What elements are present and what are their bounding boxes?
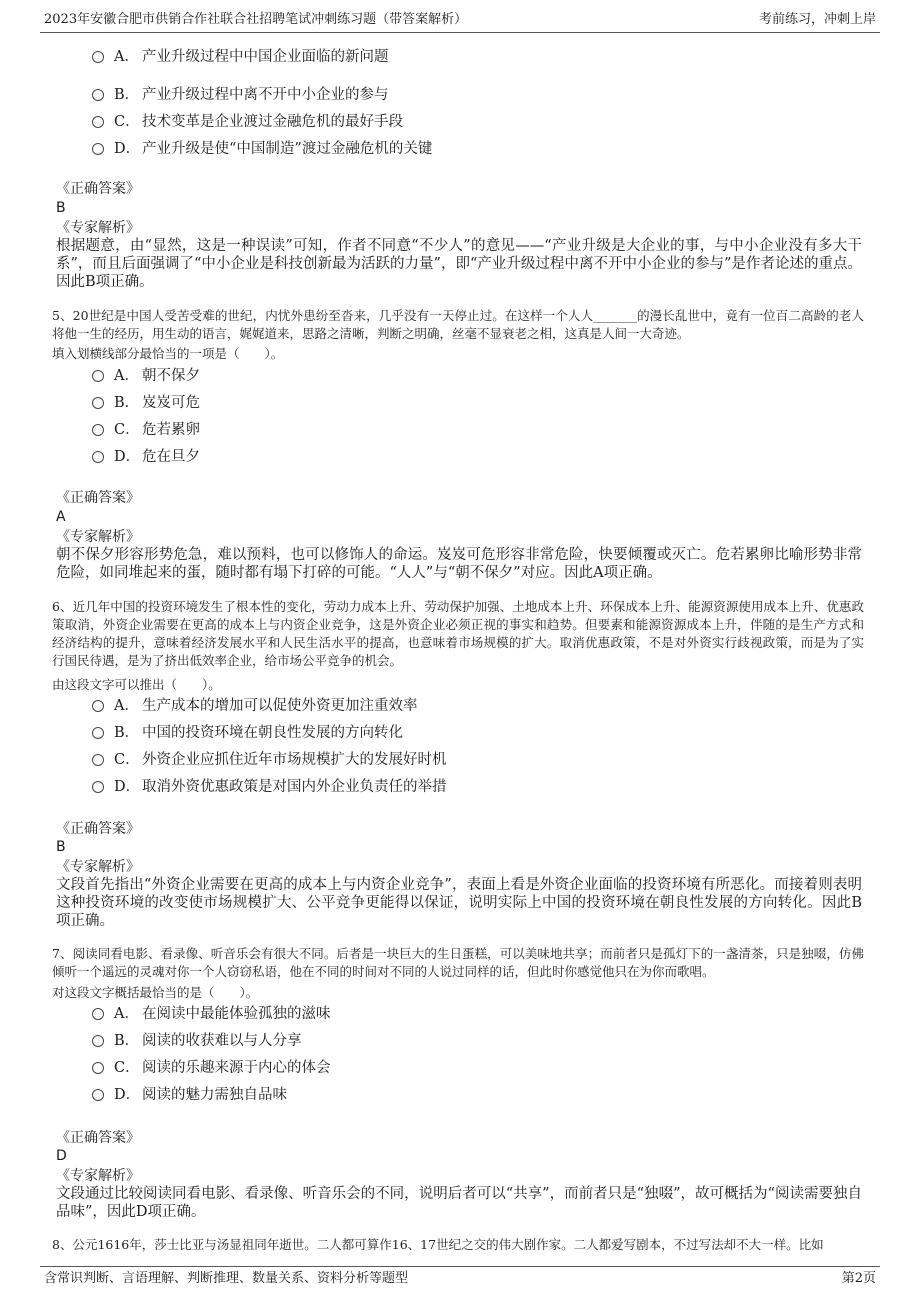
radio-icon[interactable] (92, 424, 104, 436)
option-q7-c[interactable]: C． 阅读的乐趣来源于内心的体会 (92, 1057, 331, 1079)
question-stem: 5、20世纪是中国人受苦受难的世纪，内忧外患纷至沓来，几乎没有一天停止过。在这样一个人人_______的漫长乱世中，竟有一位百二高龄的老人将他一生的经历，用生动的语言，娓娓道来，思路之清晰，判断之明确，丝毫不显衰老之相，这真是人间一大奇迹。 (52, 308, 864, 341)
radio-icon[interactable] (92, 116, 104, 128)
radio-icon[interactable] (92, 51, 104, 63)
radio-icon[interactable] (92, 727, 104, 739)
radio-icon[interactable] (92, 1008, 104, 1020)
answer-value: B (56, 839, 66, 855)
radio-icon[interactable] (92, 89, 104, 101)
radio-icon[interactable] (92, 781, 104, 793)
footer-topics: 含常识判断、言语理解、判断推理、数量关系、资料分析等题型 (44, 1271, 409, 1286)
option-q7-b[interactable]: B． 阅读的收获难以与人分享 (92, 1030, 302, 1052)
option-q5-c[interactable]: C． 危若累卵 (92, 419, 200, 441)
radio-icon[interactable] (92, 1089, 104, 1101)
radio-icon[interactable] (92, 397, 104, 409)
option-q6-b[interactable]: B． 中国的投资环境在朝良性发展的方向转化 (92, 722, 403, 744)
page-footer (40, 1266, 880, 1291)
question-prompt: 填入划横线部分最恰当的一项是（ ）。 (52, 346, 284, 361)
option-q4-d[interactable]: D． 产业升级是使“中国制造”渡过金融危机的关键 (92, 138, 432, 160)
radio-icon[interactable] (92, 370, 104, 382)
radio-icon[interactable] (92, 451, 104, 463)
analysis-label: 《专家解析》 (56, 1168, 140, 1184)
answer-label: 《正确答案》 (56, 821, 140, 837)
radio-icon[interactable] (92, 143, 104, 155)
analysis-label: 《专家解析》 (56, 859, 140, 875)
option-q6-c[interactable]: C． 外资企业应抓住近年市场规模扩大的发展好时机 (92, 749, 447, 771)
answer-value: A (56, 509, 66, 525)
document-title: 2023年安徽合肥市供销合作社联合社招聘笔试冲刺练习题（带答案解析） (44, 12, 468, 27)
radio-icon[interactable] (92, 700, 104, 712)
answer-label: 《正确答案》 (56, 490, 140, 506)
radio-icon[interactable] (92, 1062, 104, 1074)
option-q5-d[interactable]: D． 危在旦夕 (92, 446, 200, 468)
option-q4-c[interactable]: C． 技术变革是企业渡过金融危机的最好手段 (92, 111, 403, 133)
radio-icon[interactable] (92, 1035, 104, 1047)
page-number: 第2页 (841, 1271, 876, 1286)
analysis-label: 《专家解析》 (56, 220, 140, 236)
analysis-text: 文段通过比较阅读同看电影、看录像、听音乐会的不同，说明后者可以“共享”，而前者只是“独啜”，故可概括为“阅读需要独自品味”，因此D项正确。 (56, 1186, 862, 1220)
answer-label: 《正确答案》 (56, 181, 140, 197)
radio-icon[interactable] (92, 754, 104, 766)
option-q6-d[interactable]: D． 取消外资优惠政策是对国内外企业负责任的举措 (92, 776, 447, 798)
analysis-text: 文段首先指出“外资企业需要在更高的成本上与内资企业竞争”，表面上看是外资企业面临的投资环境有所恶化。而接着则表明这种投资环境的改变使市场规模扩大、公平竞争更能得以保证，说明实际上中国的投资环境在朝良性发展的方向转化。因此B项正确。 (56, 877, 862, 929)
header-slogan: 考前练习，冲刺上岸 (758, 12, 876, 27)
analysis-text: 根据题意，由“显然，这是一种误读”可知，作者不同意“不少人”的意见——“产业升级是大企业的事，与中小企业没有多大干系”，而且后面强调了“中小企业是科技创新最为活跃的力量”，即“产业升级过程中离不开中小企业的参与”是作者论述的重点。因此B项正确。 (56, 238, 862, 290)
question-stem: 7、阅读同看电影、看录像、听音乐会有很大不同。后者是一块巨大的生日蛋糕，可以美味地共享；而前者只是孤灯下的一盏清茶，只是独啜，仿佛倾听一个遥远的灵魂对你一个人窃窃私语，他在不同的时间对不同的人说过同样的话，但此时你感觉他只在为你而歌唱。 (52, 946, 864, 979)
answer-value: B (56, 200, 66, 216)
option-q4-b[interactable]: B． 产业升级过程中离不开中小企业的参与 (92, 84, 389, 106)
answer-label: 《正确答案》 (56, 1130, 140, 1146)
analysis-label: 《专家解析》 (56, 529, 140, 545)
option-q5-b[interactable]: B． 岌岌可危 (92, 392, 200, 414)
option-q6-a[interactable]: A． 生产成本的增加可以促使外资更加注重效率 (92, 695, 418, 717)
question-stem: 8、公元1616年，莎士比亚与汤显祖同年逝世。二人都可算作16、17世纪之交的伟大剧作家。二人都爱写剧本，不过写法却不大一样。比如 (52, 1237, 824, 1252)
option-q7-d[interactable]: D． 阅读的魅力需独自品味 (92, 1084, 287, 1106)
option-q7-a[interactable]: A． 在阅读中最能体验孤独的滋味 (92, 1003, 331, 1025)
question-stem: 6、近几年中国的投资环境发生了根本性的变化，劳动力成本上升、劳动保护加强、土地成本上升、环保成本上升、能源资源使用成本上升、优惠政策取消，外资企业需要在更高的成本上与内资企业竞争，这是外资企业必须正视的事实和趋势。但要素和能源资源成本上升，伴随的是生产方式和经济结构的提升，意味着经济发展水平和人民生活水平的提高，也意味着市场规模的扩大。取消优惠政策，不是对外资实行歧视政策，而是为了实行国民待遇，是为了挤出低效率企业，给市场公平竞争的机会。 (52, 599, 864, 668)
option-q5-a[interactable]: A． 朝不保夕 (92, 365, 200, 387)
answer-value: D (56, 1148, 67, 1164)
analysis-text: 朝不保夕形容形势危急，难以预料，也可以修饰人的命运。岌岌可危形容非常危险，快要倾覆或灭亡。危若累卵比喻形势非常危险，如同堆起来的蛋，随时都有塌下打碎的可能。“人人”与“朝不保夕”对应。因此A项正确。 (56, 547, 862, 581)
question-prompt: 对这段文字概括最恰当的是（ ）。 (52, 985, 259, 1000)
option-q4-a[interactable]: A． 产业升级过程中中国企业面临的新问题 (92, 46, 389, 68)
question-prompt: 由这段文字可以推出（ ）。 (52, 677, 221, 692)
